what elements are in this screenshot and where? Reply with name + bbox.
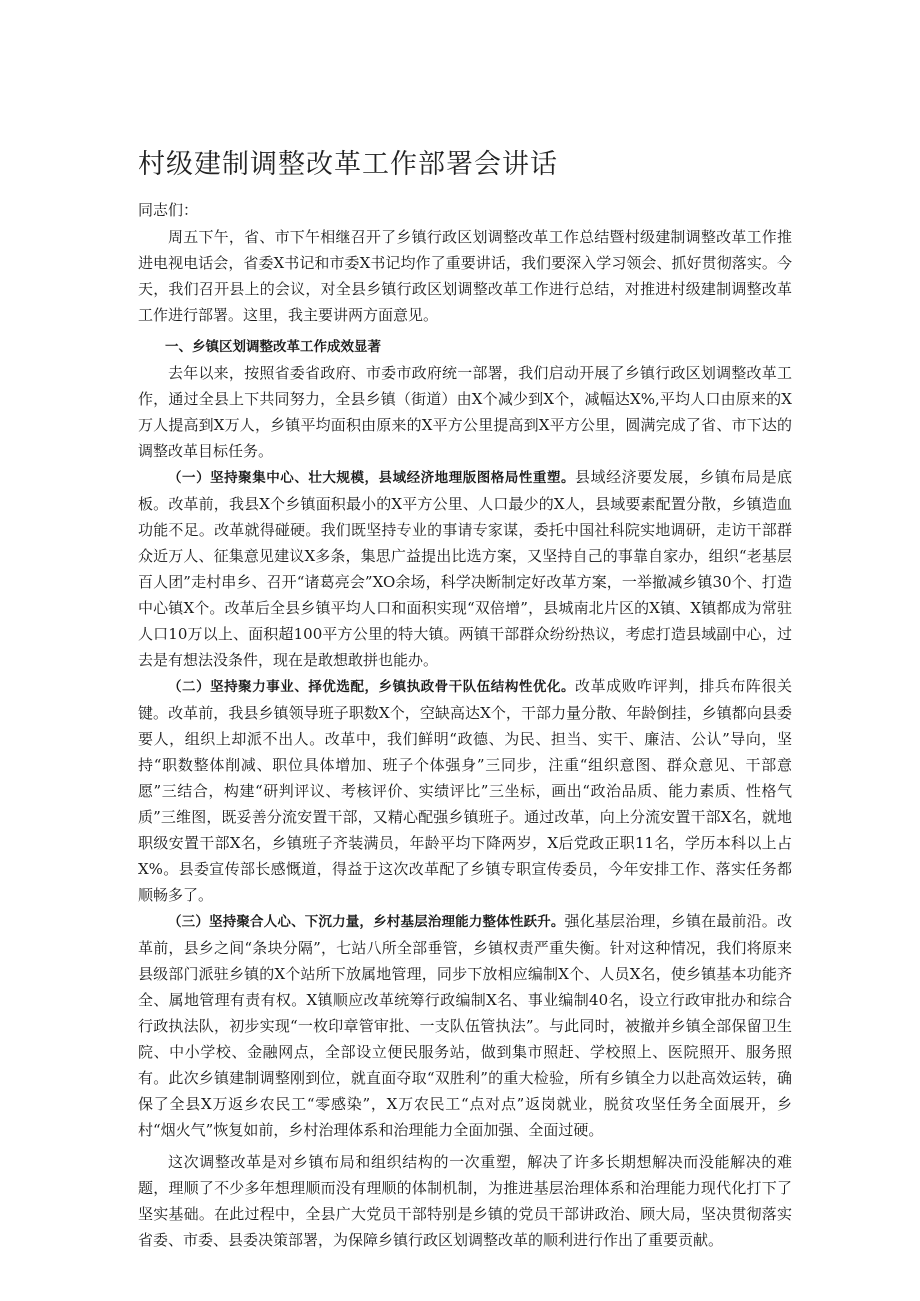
point1-paragraph (138, 464, 792, 673)
intro-paragraph: 周五下午，省、市下午相继召开了乡镇行政区划调整改革工作总结暨村级建制调整改革工作推进电视电话会，省委X书记和市委X书记均作了重要讲话，我们要深入学习领会、抓好贯彻落实。今天，我们召开县上的会议，对全县乡镇行政区划调整改革工作进行总结，对推进村级建制调整改革工作进行部署。这里，我主要讲两方面意见。 (138, 228, 792, 324)
point2-body: 改革成败咋评判，排兵布阵很关键。改革前，我县乡镇领导班子职数X个，空缺高达X个，干部力量分散、年龄倒挂，乡镇都向县委要人，组织上却派不出人。改革中，我们鲜明“政德、为民、担当、实干、廉洁、公认”导向，坚持“职数整体削减、职位具体增加、班子个体强身”三同步，注重“组织意图、群众意见、干部意愿”三结合，构建“研判评议、考核评价、实绩评比”三坐标，画出“政治品质、能力素质、性格气质”三维图，既妥善分流安置干部，又精心配强乡镇班子。通过改革，向上分流安置干部X名，就地职级安置干部X名，乡镇班子齐装满员，年龄平均下降两岁，X后党政正职11名，学历本科以上占X%。县委宣传部长感慨道，得益于这次改革配了乡镇专职宣传委员，今年安排工作、落实任务都顺畅多了。 (138, 677, 792, 904)
document-title: 村级建制调整改革工作部署会讲话 (138, 149, 558, 180)
point2-paragraph (138, 673, 792, 908)
point1-lead: （一）坚持聚集中心、壮大规模，县域经济地理版图格局性重塑。 (168, 470, 576, 486)
section-heading-1: 一、乡镇区划调整改革工作成效显著 (165, 339, 381, 355)
document-body (138, 224, 792, 1253)
point2-lead: （二）坚持聚力事业、择优选配，乡镇执政骨干队伍结构性优化。 (168, 679, 576, 695)
salutation: 同志们： (138, 201, 199, 219)
section1-paragraph: 去年以来，按照省委省政府、市委市政府统一部署，我们启动开展了乡镇行政区划调整改革工作，通过全县上下共同努力，全县乡镇（街道）由X个减少到X个，减幅达X%,平均人口由原来的X万人提高到X万人，乡镇平均面积由原来的X平方公里提高到X平方公里，圆满完成了省、市下达的调整改革目标任务。 (138, 364, 792, 460)
point1-body: 县域经济要发展，乡镇布局是底板。改革前，我县X个乡镇面积最小的X平方公里、人口最少的X人，县域要素配置分散，乡镇造血功能不足。改革就得碰硬。我们既坚持专业的事请专家谋，委托中国社科院实地调研，走访干部群众近万人、征集意见建议X多条，集思广益提出比选方案，又坚持自己的事靠自家办，组织“老基层百人团”走村串乡、召开“诸葛亮会”XO余场，科学决断制定好改革方案，一举撤减乡镇30个、打造中心镇X个。改革后全县乡镇平均人口和面积实现“双倍增”，县城南北片区的X镇、X镇都成为常驻人口10万以上、面积超100平方公里的特大镇。两镇干部群众纷纷热议，考虑打造县域副中心，过去是有想法没条件，现在是敢想敢拼也能办。 (138, 468, 792, 669)
point3-lead: （三）坚持聚合人心、下沉力量，乡村基层治理能力整体性跃升。 (168, 914, 565, 930)
point3-paragraph (138, 908, 792, 1143)
closing-paragraph: 这次调整改革是对乡镇布局和组织结构的一次重塑，解决了许多长期想解决而没能解决的难题，理顺了不少多年想理顺而没有理顺的体制机制，为推进基层治理体系和治理能力现代化打下了坚实基础。在此过程中，全县广大党员干部特别是乡镇的党员干部讲政治、顾大局，坚决贯彻落实省委、市委、县委决策部署，为保障乡镇行政区划调整改革的顺利进行作出了重要贡献。 (138, 1153, 792, 1249)
point3-body: 强化基层治理，乡镇在最前沿。改革前，县乡之间“条块分隔”，七站八所全部垂管，乡镇权责严重失衡。针对这种情况，我们将原来县级部门派驻乡镇的X个站所下放属地管理，同步下放相应编制X个、人员X名，使乡镇基本功能齐全、属地管理有责有权。X镇顺应改革统筹行政编制X名、事业编制40名，设立行政审批办和综合行政执法队，初步实现“一枚印章管审批、一支队伍管执法”。与此同时，被撤并乡镇全部保留卫生院、中小学校、金融网点，全部设立便民服务站，做到集市照赶、学校照上、医院照开、服务照有。此次乡镇建制调整刚到位，就直面夺取“双胜利”的重大检验，所有乡镇全力以赴高效运转，确保了全县X万返乡农民工“零感染”，X万农民工“点对点”返岗就业，脱贫攻坚任务全面展开，乡村“烟火气”恢复如前，乡村治理体系和治理能力全面加强、全面过硬。 (138, 912, 792, 1139)
